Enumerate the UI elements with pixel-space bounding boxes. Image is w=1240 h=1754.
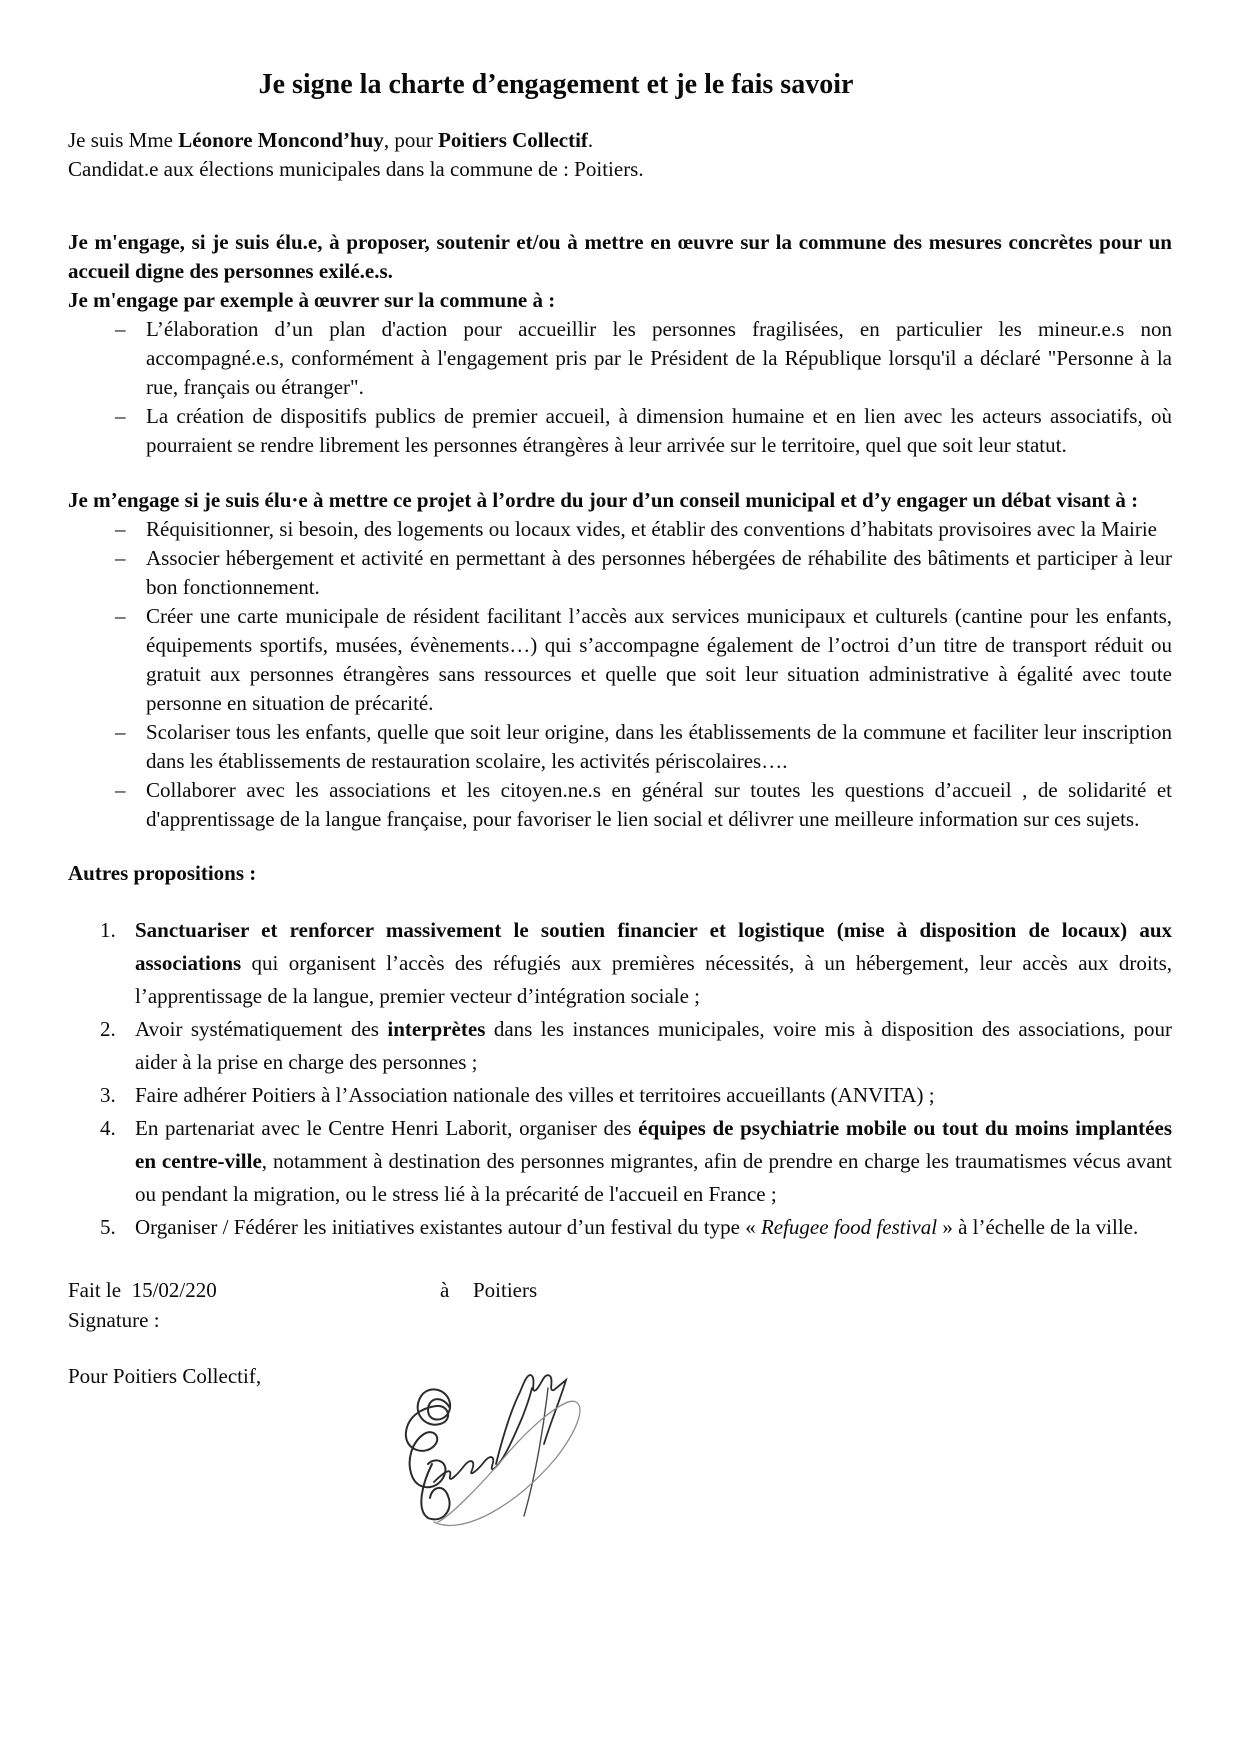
pledge1-list bbox=[115, 315, 1172, 460]
a-label: à bbox=[440, 1278, 450, 1302]
list-item-text: Collaborer avec les associations et les citoyen.ne.s en général sur toutes les questions d’accueil , de solidarité et d'apprentissage de la langue française, pour favoriser le lien social et délivrer une meilleure information sur ces sujets. bbox=[146, 778, 1172, 831]
handwritten-signature bbox=[398, 1364, 598, 1549]
dash-bullet: – bbox=[115, 317, 126, 341]
list-item bbox=[100, 1079, 1172, 1112]
list-item bbox=[100, 1013, 1172, 1079]
list-item-text: Sanctuariser et renforcer massivement le soutien financier et logistique (mise à disposition de locaux) aux associations qui organisent l’accès des réfugiés aux premières nécessités, à un hébergement, leur accès aux droits, l’apprentissage de la langue, premier vecteur d’intégration sociale ; bbox=[135, 918, 1172, 1008]
dash-bullet: – bbox=[115, 604, 126, 628]
list-item-text: Associer hébergement et activité en permettant à des personnes hébergées de réhabilite des bâtiments et participer à leur bon fonctionnement. bbox=[146, 546, 1172, 599]
pour-poitiers-label: Pour Poitiers Collectif, bbox=[68, 1364, 262, 1388]
item-number: 4. bbox=[100, 1116, 116, 1140]
list-item-text: Organiser / Fédérer les initiatives existantes autour d’un festival du type « Refugee food festival » à l’échelle de la ville. bbox=[135, 1215, 1139, 1239]
dash-bullet: – bbox=[115, 778, 126, 802]
list-item-text: Réquisitionner, si besoin, des logements ou locaux vides, et établir des conventions d’habitats provisoires avec la Mairie bbox=[146, 517, 1158, 541]
fait-le-label: Fait le bbox=[68, 1278, 122, 1302]
city-value: Poitiers bbox=[473, 1278, 538, 1302]
signature-diagonal-stroke bbox=[524, 1388, 548, 1516]
list-item bbox=[115, 402, 1172, 460]
dash-bullet: – bbox=[115, 720, 126, 744]
date-line bbox=[68, 1275, 1172, 1305]
item-number: 3. bbox=[100, 1083, 116, 1107]
list-item-text: Avoir systématiquement des interprètes dans les instances municipales, voire mis à disposition des associations, pour aider à la prise en charge des personnes ; bbox=[135, 1017, 1173, 1074]
list-item-text: Faire adhérer Poitiers à l’Association nationale des villes et territoires accueillants (ANVITA) ; bbox=[135, 1083, 935, 1107]
dash-bullet: – bbox=[115, 546, 126, 570]
item-number: 1. bbox=[100, 918, 116, 942]
intro-block bbox=[68, 126, 1172, 184]
list-item bbox=[100, 1211, 1172, 1244]
list-item bbox=[115, 544, 1172, 602]
intro-line-commune: Candidat.e aux élections municipales dans la commune de : Poitiers. bbox=[68, 157, 644, 181]
list-item-text: Scolariser tous les enfants, quelle que soit leur origine, dans les établissements de la commune et faciliter leur inscription dans les établissements de restauration scolaire, les activités périscolaires…. bbox=[146, 720, 1172, 773]
list-item bbox=[115, 602, 1172, 718]
item-number: 2. bbox=[100, 1017, 116, 1041]
pledge1-lead: Je m'engage, si je suis élu.e, à proposer, soutenir et/ou à mettre en œuvre sur la commune des mesures concrètes pour un accueil digne des personnes exilé.e.s. bbox=[68, 230, 1172, 283]
list-item bbox=[100, 1112, 1172, 1211]
proposals-heading: Autres propositions : bbox=[68, 861, 257, 885]
list-item-text: L’élaboration d’un plan d'action pour accueillir les personnes fragilisées, en particulier les mineur.e.s non accompagné.e.s, conformément à l'engagement pris par le Président de la République lorsqu'il a déclaré "Personne à la rue, français ou étranger". bbox=[146, 317, 1172, 399]
signature-ellipse-stroke bbox=[434, 1401, 580, 1525]
page-title: Je signe la charte d’engagement et je le fais savoir bbox=[258, 69, 854, 100]
intro-line-candidate: Je suis Mme Léonore Moncond’huy, pour Poitiers Collectif. bbox=[68, 128, 594, 152]
list-item bbox=[115, 718, 1172, 776]
list-item bbox=[115, 515, 1172, 544]
dash-bullet: – bbox=[115, 404, 126, 428]
item-number: 5. bbox=[100, 1215, 116, 1239]
list-item-text: Créer une carte municipale de résident facilitant l’accès aux services municipaux et culturels (cantine pour les enfants, équipements sportifs, musées, évènements…) qui s’accompagne également de l’octroi d’un titre de transport réduit ou gratuit aux personnes étrangères sans ressources et quelle que soit leur situation administrative à égalité avec toute personne en situation de précarité. bbox=[146, 604, 1172, 715]
list-item bbox=[115, 776, 1172, 834]
list-item-text: En partenariat avec le Centre Henri Laborit, organiser des équipes de psychiatrie mobile ou tout du moins implantées en centre-ville, notamment à destination des personnes migrantes, afin de prendre en charge les traumatismes vécus avant ou pendant la migration, ou le stress lié à la précarité de l'accueil en France ; bbox=[135, 1116, 1172, 1206]
proposals-list bbox=[100, 914, 1172, 1244]
pledge2-list bbox=[115, 515, 1172, 834]
pledge1-sublead: Je m'engage par exemple à œuvrer sur la commune à : bbox=[68, 288, 556, 312]
list-item bbox=[115, 315, 1172, 402]
dash-bullet: – bbox=[115, 517, 126, 541]
signature-row bbox=[68, 1361, 1172, 1391]
pledge2-lead: Je m’engage si je suis élu·e à mettre ce projet à l’ordre du jour d’un conseil municipal et d’y engager un débat visant à : bbox=[68, 488, 1139, 512]
date-value: 15/02/220 bbox=[131, 1278, 217, 1302]
list-item bbox=[100, 914, 1172, 1013]
footer-block bbox=[68, 1275, 1172, 1391]
signature-label: Signature : bbox=[68, 1308, 160, 1332]
list-item-text: La création de dispositifs publics de premier accueil, à dimension humaine et en lien avec les acteurs associatifs, où pourraient se rendre librement les personnes étrangères à leur arrivée sur le territoire, quel que soit leur statut. bbox=[146, 404, 1172, 457]
